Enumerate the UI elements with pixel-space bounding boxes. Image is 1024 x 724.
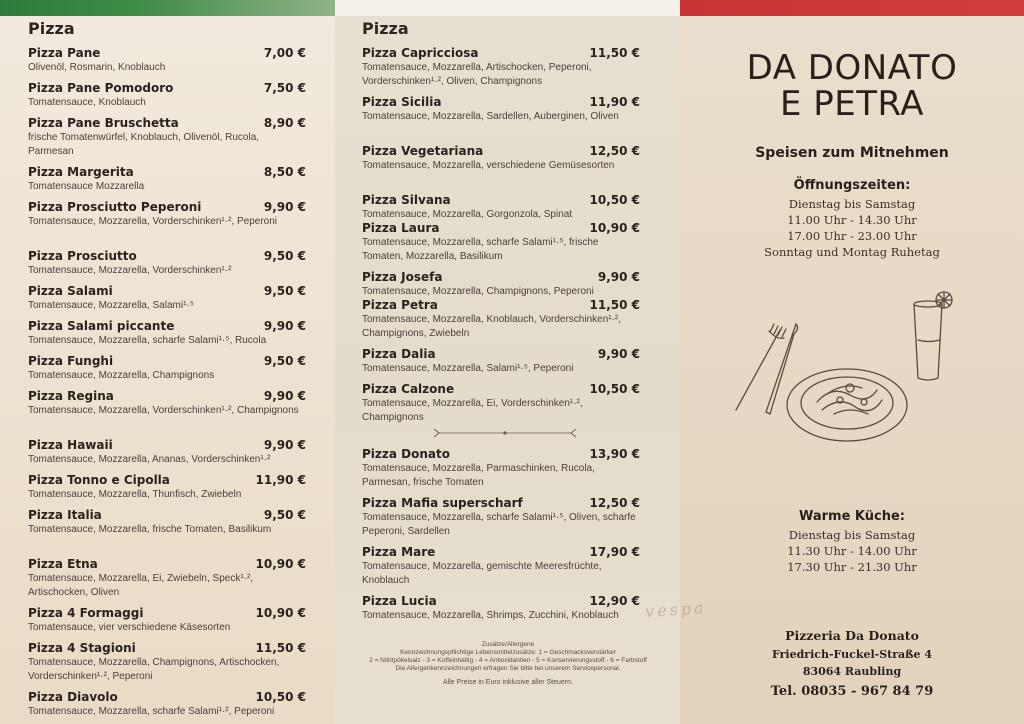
menu-item-price: 17,90 € bbox=[589, 545, 640, 559]
menu-item-description: Tomatensauce, Mozzarella, frische Tomaten, Basilikum bbox=[28, 524, 272, 535]
menu-item-price: 10,90 € bbox=[255, 606, 306, 620]
menu-item-description: Tomatensauce, Mozzarella, Parmaschinken, Rucola, Parmesan, frische Tomaten bbox=[362, 463, 595, 488]
kitchen-heading: Warme Küche: bbox=[798, 509, 906, 524]
menu-item-name: Pizza Prosciutto bbox=[28, 249, 137, 263]
menu-item-price: 11,90 € bbox=[255, 473, 306, 487]
menu-item-price: 9,90 € bbox=[597, 270, 640, 284]
menu-item bbox=[28, 46, 306, 75]
menu-item-description: Tomatensauce, Mozzarella, Ei, Zwiebeln, Speck¹·², Artischocken, Oliven bbox=[28, 573, 254, 598]
menu-item bbox=[362, 298, 640, 340]
menu-item bbox=[28, 438, 306, 467]
menu-item-description: frische Tomatenwürfel, Knoblauch, Olivenöl, Rucola, Parmesan bbox=[28, 132, 260, 157]
menu-item-price: 12,90 € bbox=[589, 594, 640, 608]
opening-hours bbox=[690, 178, 1014, 260]
ornament-divider bbox=[432, 426, 578, 440]
menu-item-name: Pizza Petra bbox=[362, 298, 438, 312]
menu-item bbox=[28, 354, 306, 383]
menu-item-name: Pizza Etna bbox=[28, 557, 98, 571]
menu-item-name: Pizza Calzone bbox=[362, 382, 455, 396]
menu-item bbox=[28, 116, 306, 158]
menu-item-description: Tomatensauce, Knoblauch bbox=[28, 97, 146, 108]
menu-item bbox=[28, 606, 306, 635]
kitchen-hours bbox=[690, 509, 1014, 575]
vespa-watermark: vespa bbox=[644, 597, 708, 622]
menu-item-price: 11,50 € bbox=[589, 298, 640, 312]
menu-item-price: 9,50 € bbox=[263, 354, 306, 368]
allergen-notes bbox=[358, 641, 658, 687]
menu-item-price: 9,90 € bbox=[263, 389, 306, 403]
notes-line-2: 2 = Nitritpökelsalz - 3 = Koffeinhaltig - 4 = Antioxidantien - 5 = Konservierungsstoff - 6 = Farbstoff bbox=[369, 657, 647, 664]
pasta-plate-illustration bbox=[722, 290, 972, 450]
menu-item-name: Pizza Pane Bruschetta bbox=[28, 116, 179, 130]
menu-item-description: Tomatensauce, vier verschiedene Käsesorten bbox=[28, 622, 231, 633]
menu-item-name: Pizza Dalia bbox=[362, 347, 436, 361]
phone-number: Tel. 08035 - 967 84 79 bbox=[770, 684, 934, 699]
opening-slot-1: 11.00 Uhr - 14.30 Uhr bbox=[787, 213, 917, 227]
title-line-2: E PETRA bbox=[779, 84, 925, 124]
flag-white-stripe bbox=[335, 0, 680, 16]
menu-item-description: Tomatensauce, Mozzarella, scharfe Salami¹·², Peperoni bbox=[28, 706, 275, 717]
menu-item-price: 9,90 € bbox=[263, 200, 306, 214]
flag-red-stripe bbox=[680, 0, 1024, 16]
menu-item-name: Pizza 4 Formaggi bbox=[28, 606, 144, 620]
left-column-title: Pizza bbox=[28, 19, 75, 38]
menu-item-description: Tomatensauce, Mozzarella, Ei, Vorderschinken¹·², Champignons bbox=[362, 398, 583, 423]
menu-item-name: Pizza Capricciosa bbox=[362, 46, 479, 60]
menu-item-description: Tomatensauce, Mozzarella, Vorderschinken¹·² bbox=[28, 265, 232, 276]
menu-item-name: Pizza Pane bbox=[28, 46, 101, 60]
menu-item bbox=[28, 690, 306, 719]
menu-item-name: Pizza Pane Pomodoro bbox=[28, 81, 174, 95]
menu-item-price: 7,00 € bbox=[263, 46, 306, 60]
notes-line-3: Die Allergenkennzeichnungen erfragen Sie bitte bei unserem Servicepersonal. bbox=[395, 665, 621, 672]
menu-item-description: Tomatensauce, Mozzarella, Salami¹·⁵, Peperoni bbox=[362, 363, 574, 374]
menu-item-description: Tomatensauce, Mozzarella, Shrimps, Zucchini, Knoblauch bbox=[362, 610, 619, 621]
menu-item-name: Pizza Prosciutto Peperoni bbox=[28, 200, 202, 214]
kitchen-slot-2: 17.30 Uhr - 21.30 Uhr bbox=[787, 560, 917, 574]
closed-days: Sonntag und Montag Ruhetag bbox=[764, 245, 940, 259]
menu-item bbox=[362, 46, 640, 88]
menu-item-name: Pizza Mafia superscharf bbox=[362, 496, 523, 510]
menu-item-price: 10,90 € bbox=[255, 557, 306, 571]
menu-item-description: Tomatensauce, Mozzarella, Thunfisch, Zwiebeln bbox=[28, 489, 242, 500]
menu-item-description: Tomatensauce, Mozzarella, Artischocken, Peperoni, Vorderschinken¹·², Oliven, Champignons bbox=[362, 62, 592, 87]
menu-item-description: Olivenöl, Rosmarin, Knoblauch bbox=[28, 62, 166, 73]
menu-item-description: Tomatensauce Mozzarella bbox=[28, 181, 145, 192]
menu-item-price: 13,90 € bbox=[589, 447, 640, 461]
menu-item-price: 11,50 € bbox=[589, 46, 640, 60]
menu-item-description: Tomatensauce, Mozzarella, scharfe Salami¹·⁵, Rucola bbox=[28, 335, 267, 346]
flag-green-stripe bbox=[0, 0, 335, 16]
menu-item-name: Pizza Silvana bbox=[362, 193, 451, 207]
menu-item bbox=[362, 545, 640, 587]
menu-item-description: Tomatensauce, Mozzarella, Gorgonzola, Spinat bbox=[362, 209, 573, 220]
menu-item-description: Tomatensauce, Mozzarella, verschiedene Gemüsesorten bbox=[362, 160, 615, 171]
opening-slot-2: 17.00 Uhr - 23.00 Uhr bbox=[787, 229, 917, 243]
menu-item-price: 9,50 € bbox=[263, 249, 306, 263]
menu-item-name: Pizza Regina bbox=[28, 389, 114, 403]
opening-hours-heading: Öffnungszeiten: bbox=[793, 178, 911, 193]
menu-item-price: 10,50 € bbox=[589, 382, 640, 396]
menu-item-name: Pizza Salami bbox=[28, 284, 113, 298]
menu-item-description: Tomatensauce, Mozzarella, Ananas, Vorderschinken¹·² bbox=[28, 454, 271, 465]
contact-info bbox=[690, 626, 1014, 704]
menu-item-name: Pizza Vegetariana bbox=[362, 144, 484, 158]
notes-prices: Alle Preise in Euro inklusive aller Steuern. bbox=[443, 679, 573, 686]
menu-item-name: Pizza Salami piccante bbox=[28, 319, 175, 333]
menu-item-description: Tomatensauce, Mozzarella, Vorderschinken¹·², Peperoni bbox=[28, 216, 278, 227]
menu-item-name: Pizza Donato bbox=[362, 447, 450, 461]
menu-item-name: Pizza Italia bbox=[28, 508, 102, 522]
menu-item-price: 12,50 € bbox=[589, 144, 640, 158]
middle-column-title: Pizza bbox=[362, 19, 409, 38]
menu-item-price: 11,90 € bbox=[589, 95, 640, 109]
menu-item-description: Tomatensauce, Mozzarella, scharfe Salami¹·⁵, frische Tomaten, Mozzarella, Basilikum bbox=[362, 237, 599, 262]
menu-item-description: Tomatensauce, Mozzarella, gemischte Meeresfrüchte, Knoblauch bbox=[362, 561, 602, 586]
menu-item-name: Pizza Tonno e Cipolla bbox=[28, 473, 170, 487]
city-address: 83064 Raubling bbox=[802, 665, 902, 678]
menu-item-price: 8,90 € bbox=[263, 116, 306, 130]
restaurant-title bbox=[690, 50, 1014, 122]
menu-item bbox=[28, 641, 306, 683]
menu-item bbox=[362, 382, 640, 424]
menu-item bbox=[28, 557, 306, 599]
menu-item-name: Pizza Laura bbox=[362, 221, 440, 235]
menu-item bbox=[28, 284, 306, 313]
menu-item-description: Tomatensauce, Mozzarella, Champignons, Peperoni bbox=[362, 286, 594, 297]
notes-heading: Zusätze/Allergene bbox=[481, 641, 535, 648]
menu-item bbox=[362, 347, 640, 376]
menu-item-name: Pizza Mare bbox=[362, 545, 436, 559]
subtitle: Speisen zum Mitnehmen bbox=[755, 145, 949, 161]
menu-item-name: Pizza Josefa bbox=[362, 270, 443, 284]
menu-item bbox=[28, 165, 306, 194]
menu-item-price: 10,50 € bbox=[255, 690, 306, 704]
menu-item-price: 9,90 € bbox=[263, 438, 306, 452]
kitchen-days: Dienstag bis Samstag bbox=[788, 528, 916, 542]
menu-item-description: Tomatensauce, Mozzarella, Sardellen, Auberginen, Oliven bbox=[362, 111, 619, 122]
menu-item-price: 9,50 € bbox=[263, 284, 306, 298]
menu-item-name: Pizza Margerita bbox=[28, 165, 134, 179]
menu-item bbox=[362, 270, 640, 299]
menu-item bbox=[362, 496, 640, 538]
menu-item-name: Pizza Sicilia bbox=[362, 95, 442, 109]
menu-item-description: Tomatensauce, Mozzarella, Salami¹·⁵ bbox=[28, 300, 194, 311]
menu-item bbox=[362, 447, 640, 489]
menu-item-description: Tomatensauce, Mozzarella, Champignons bbox=[28, 370, 215, 381]
menu-item bbox=[28, 200, 306, 229]
menu-item-name: Pizza Diavolo bbox=[28, 690, 118, 704]
menu-item-price: 10,50 € bbox=[589, 193, 640, 207]
menu-item-price: 9,90 € bbox=[263, 319, 306, 333]
menu-item bbox=[28, 389, 306, 418]
notes-line-1: Kennzeichnungspflichtige Lebensmittelzusätze: 1 = Geschmacksverstärker bbox=[400, 649, 616, 656]
menu-item-description: Tomatensauce, Mozzarella, Vorderschinken¹·², Champignons bbox=[28, 405, 299, 416]
opening-days: Dienstag bis Samstag bbox=[788, 197, 916, 211]
menu-item-description: Tomatensauce, Mozzarella, Champignons, Artischocken, Vorderschinken¹·², Peperoni bbox=[28, 657, 280, 682]
menu-item-price: 9,50 € bbox=[263, 508, 306, 522]
menu-item-name: Pizza Hawaii bbox=[28, 438, 113, 452]
menu-item-price: 9,90 € bbox=[597, 347, 640, 361]
menu-item bbox=[362, 193, 640, 222]
menu-item bbox=[28, 249, 306, 278]
menu-item-price: 12,50 € bbox=[589, 496, 640, 510]
menu-item-description: Tomatensauce, Mozzarella, Knoblauch, Vorderschinken¹·², Champignons, Zwiebeln bbox=[362, 314, 622, 339]
menu-item bbox=[28, 81, 306, 110]
menu-item-price: 7,50 € bbox=[263, 81, 306, 95]
menu-item-price: 8,50 € bbox=[263, 165, 306, 179]
menu-item bbox=[362, 144, 640, 173]
title-line-1: DA DONATO bbox=[746, 48, 958, 88]
menu-item bbox=[28, 508, 306, 537]
menu-item-name: Pizza 4 Stagioni bbox=[28, 641, 136, 655]
menu-item bbox=[28, 473, 306, 502]
menu-item-price: 10,90 € bbox=[589, 221, 640, 235]
menu-item-description: Tomatensauce, Mozzarella, scharfe Salami¹·⁵, Oliven, scharfe Peperoni, Sardellen bbox=[362, 512, 636, 537]
menu-item-price: 11,50 € bbox=[255, 641, 306, 655]
pizzeria-name: Pizzeria Da Donato bbox=[785, 628, 919, 643]
menu-item bbox=[362, 95, 640, 124]
menu-item bbox=[28, 319, 306, 348]
street-address: Friedrich-Fuckel-Straße 4 bbox=[772, 648, 932, 661]
kitchen-slot-1: 11.30 Uhr - 14.00 Uhr bbox=[787, 544, 917, 558]
menu-item bbox=[362, 221, 640, 263]
menu-item bbox=[362, 594, 640, 623]
menu-item-name: Pizza Funghi bbox=[28, 354, 114, 368]
menu-item-name: Pizza Lucia bbox=[362, 594, 437, 608]
